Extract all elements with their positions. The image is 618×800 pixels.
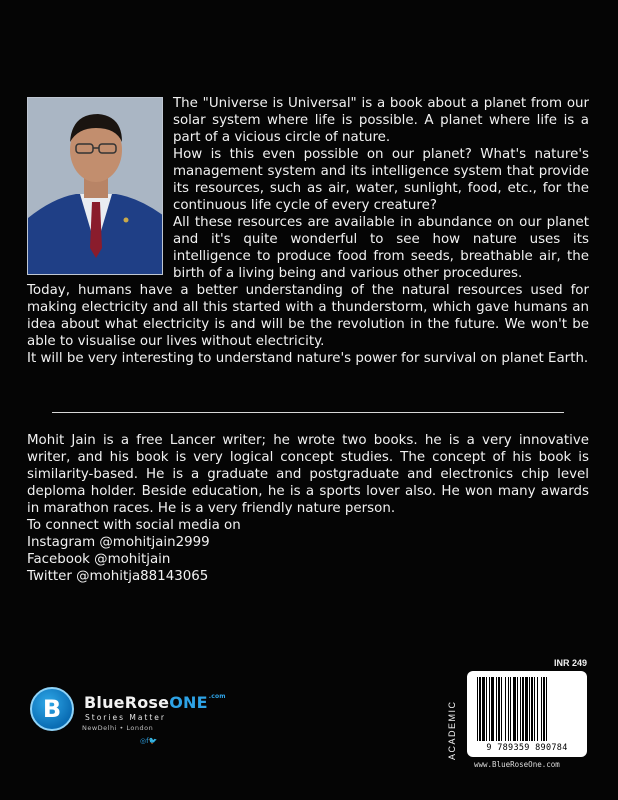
publisher-cities: NewDelhi • London — [82, 724, 154, 732]
price-label: INR 249 — [554, 658, 588, 668]
publisher-name-suffix: .com — [208, 693, 226, 700]
bio-instagram: Instagram @mohitjain2999 — [27, 535, 210, 550]
publisher-name — [84, 693, 226, 712]
publisher-website: www.BlueRoseOne.com — [474, 760, 560, 769]
publisher-tagline: Stories Matter — [85, 713, 167, 722]
publisher-name-accent: ONE — [169, 693, 208, 712]
barcode-bars — [475, 677, 579, 741]
isbn-number: 9 789359 890784 — [486, 743, 568, 753]
blurb-paragraph-1: The "Universe is Universal" is a book about a planet from our solar system where life is possible. A planet where life is a part of a vicious circle of nature. — [173, 96, 589, 145]
publisher-name-main: BlueRose — [84, 693, 170, 712]
publisher-logo — [30, 687, 230, 757]
blurb-paragraph-3: All these resources are available in abundance on our planet and it's quite wonderful to see how nature uses its intelligence to produce food from seeds, breathable air, the birth of a living being and various other procedures. — [173, 215, 589, 281]
blurb-paragraph-2: How is this even possible on our planet? What's nature's management system and its intelligence system that provide its resources, such as air, water, sunlight, food, etc., for the continuous life cycle of every creature? — [173, 147, 589, 213]
category-label: ACADEMIC — [447, 700, 457, 760]
blurb-paragraph-4: Today, humans have a better understanding of the natural resources used for making electricity and all this started with a thunderstorm, which gave humans an idea about what electricity is and will be the revolution in the future. We won't be able to visualise our lives without electricity. — [27, 283, 589, 349]
author-bio — [27, 432, 589, 585]
bio-text: Mohit Jain is a free Lancer writer; he wrote two books. he is a very innovative writer, and his book is very logical concept studies. The concept of his book is similarity-based. He is a graduate and postgraduate and electronics chip level deploma holder. Beside education, he is a sports lover also. He won many awards in marathon races. He is a very friendly nature person. — [27, 433, 589, 516]
blurb-paragraph-5: It will be very interesting to understand nature's power for survival on planet Earth. — [27, 351, 589, 366]
social-icons: ◎f🐦 — [140, 737, 158, 745]
bio-connect: To connect with social media on — [27, 518, 241, 533]
book-description — [27, 95, 589, 367]
bio-facebook: Facebook @mohitjain — [27, 552, 171, 567]
publisher-logo-icon: B — [30, 687, 74, 731]
isbn-barcode — [467, 671, 587, 757]
section-divider — [52, 412, 564, 413]
bio-twitter: Twitter @mohitja88143065 — [27, 569, 209, 584]
